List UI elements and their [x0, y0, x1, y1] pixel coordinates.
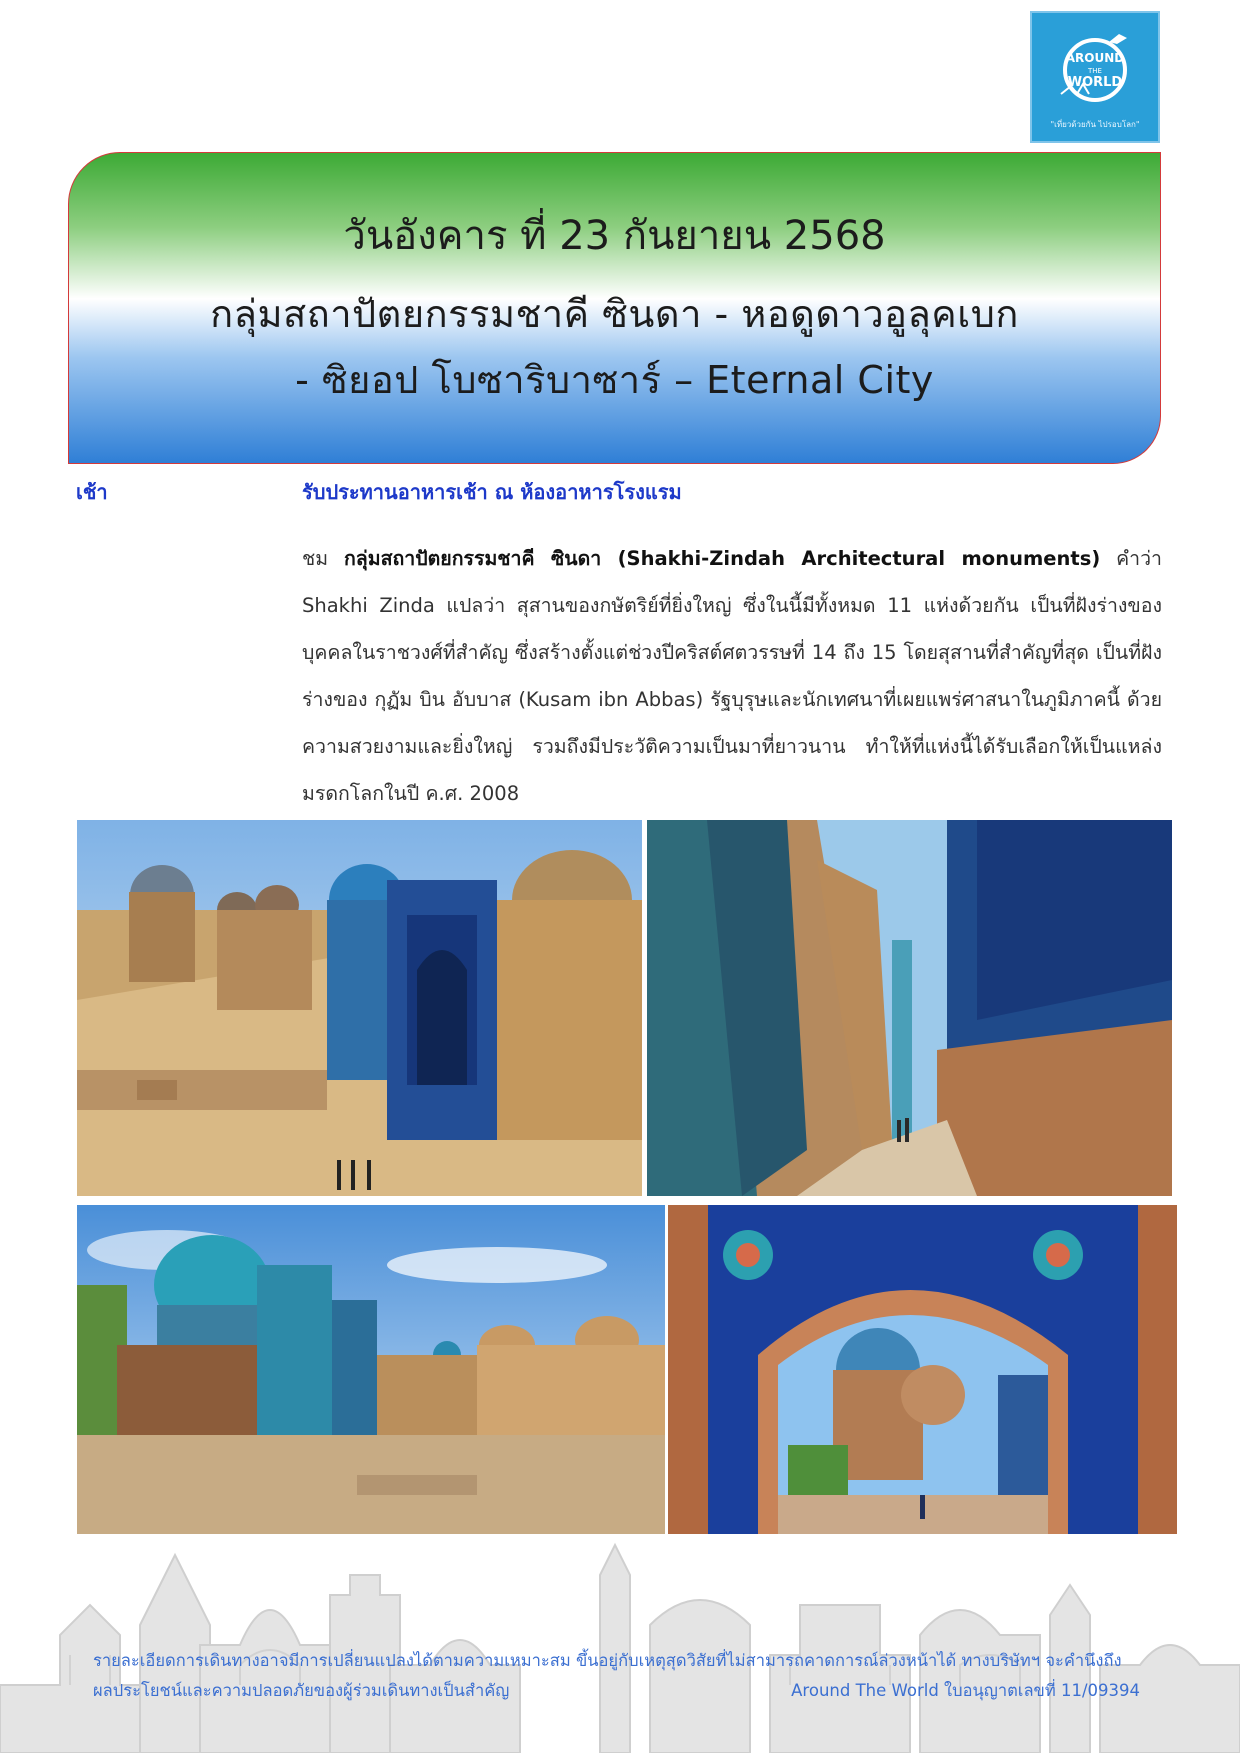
globe-icon [1047, 24, 1143, 116]
logo-line1: AROUND [1065, 50, 1125, 65]
photo-tiled-alley [647, 820, 1172, 1196]
footer-disclaimer [93, 1646, 1140, 1706]
day-title-line2: - ซิยอป โบซาริบาซาร์ – Eternal City [295, 358, 934, 402]
company-logo [1030, 11, 1160, 143]
photo-blue-domes [77, 1205, 665, 1534]
photo-necropolis-aerial [77, 820, 642, 1196]
attraction-description [302, 535, 1162, 817]
description-prefix: ชม [302, 547, 344, 570]
logo-tagline: "เที่ยวด้วยกัน ไปรอบโลก" [1050, 119, 1140, 129]
footer-line1: รายละเอียดการเดินทางอาจมีการเปลี่ยนแปลงได้ตามความเหมาะสม ขึ้นอยู่กับเหตุสุดวิสัยที่ไม่สามารถคาดการณ์ล่วงหน้าได้ ทางบริษัทฯ จะคำนึงถึง [93, 1651, 1122, 1670]
logo-line3: WORLD [1067, 74, 1123, 90]
day-header-banner [68, 152, 1161, 464]
skyline-illustration [0, 1535, 1240, 1753]
photo-arch-view [668, 1205, 1177, 1534]
day-date: วันอังคาร ที่ 23 กันยายน 2568 [343, 213, 886, 259]
day-title-line1: กลุ่มสถาปัตยกรรมชาคี ซินดา - หอดูดาวอูลุคเบก [210, 292, 1019, 336]
attraction-name: กลุ่มสถาปัตยกรรมชาคี ซินดา (Shakhi-Zindah Architectural monuments) [343, 547, 1101, 570]
meal-description: รับประทานอาหารเช้า ณ ห้องอาหารโรงแรม [302, 480, 682, 504]
description-body: คำว่า Shakhi Zinda แปลว่า สุสานของกษัตริย์ที่ยิ่งใหญ่ ซึ่งในนี้มีทั้งหมด 11 แห่งด้วยกัน เป็นที่ฝังร่างของบุคคลในราชวงศ์ที่สำคัญ ซึ่งสร้างตั้งแต่ช่วงปีคริสต์ศตวรรษที่ 14 ถึง 15 โดยสุสานที่สำคัญที่สุด เป็นที่ฝังร่างของ กุฏัม บิน อับบาส (Kusam ibn Abbas) รัฐบุรุษและนักเทศนาที่เผยแพร่ศาสนาในภูมิภาคนี้ ด้วยความสวยงามและยิ่งใหญ่ รวมถึงมีประวัติความเป็นมาที่ยาวนาน ทำให้ที่แห่งนี้ได้รับเลือกให้เป็นแหล่งมรดกโลกในปี ค.ศ. 2008 [302, 547, 1162, 805]
footer-line2-left: ผลประโยชน์และความปลอดภัยของผู้ร่วมเดินทางเป็นสำคัญ [93, 1681, 510, 1700]
license-number: Around The World ใบอนุญาตเลขที่ 11/09394 [791, 1681, 1140, 1700]
meal-label: เช้า [76, 480, 108, 504]
logo-line2: THE [1088, 66, 1102, 75]
